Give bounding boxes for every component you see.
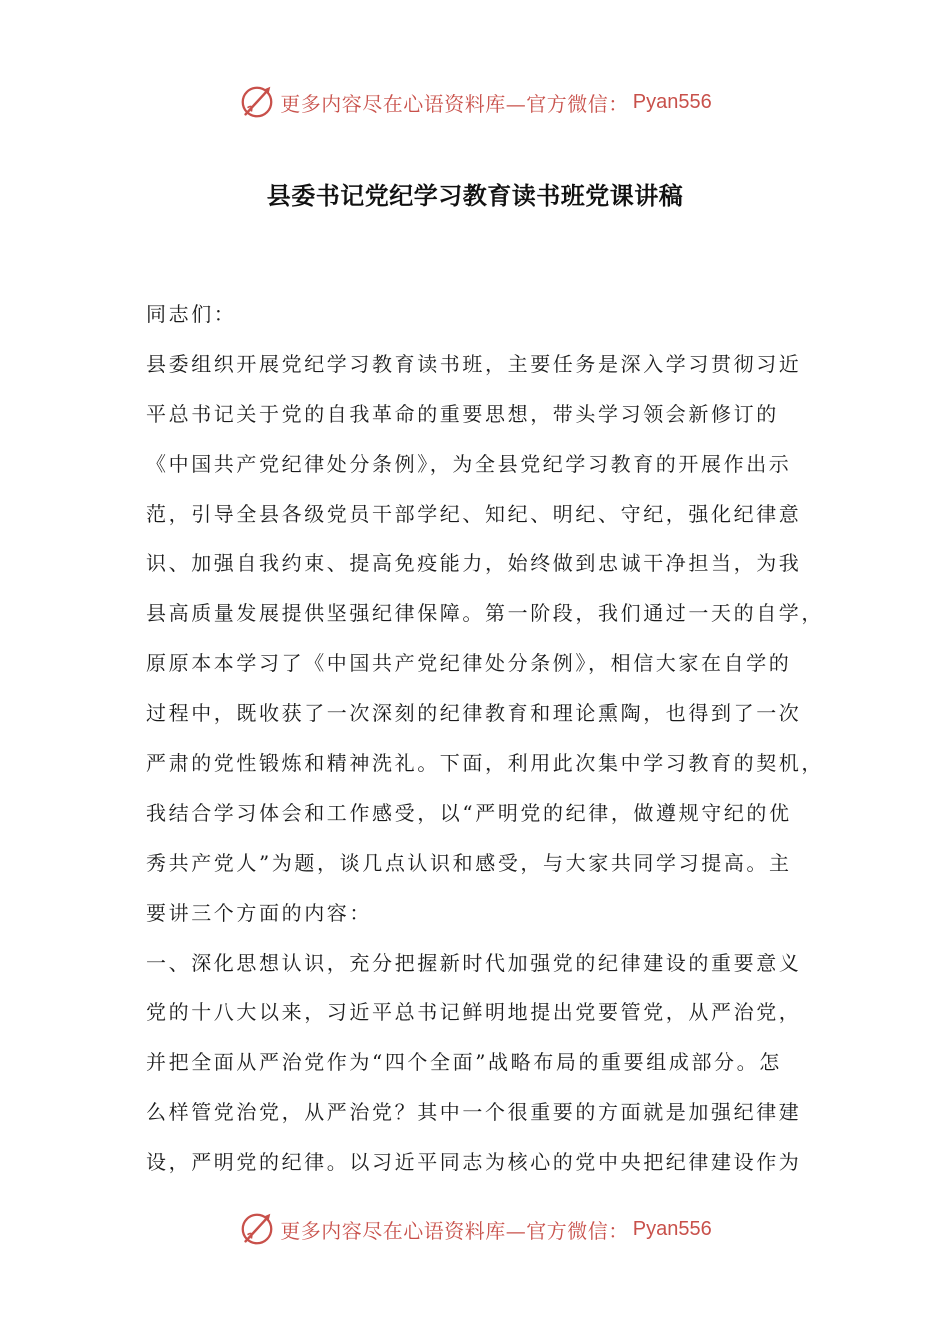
watermark-account: Pyan556 (632, 90, 712, 113)
body-line: 范，引导全县各级党员干部学纪、知纪、明纪、守纪，强化纪律意 (146, 501, 802, 526)
body-line: 要讲三个方面的内容： (146, 900, 372, 925)
body-line: 并把全面从严治党作为“四个全面”战略布局的重要组成部分。怎 (146, 1050, 782, 1075)
body-line: 么样管党治党，从严治党？其中一个很重要的方面就是加强纪律建 (146, 1100, 802, 1125)
document-body (146, 294, 824, 1192)
document-title: 县委书记党纪学习教育读书班党课讲稿 (266, 182, 684, 210)
body-line: 我结合学习体会和工作感受，以“严明党的纪律，做遵规守纪的优 (146, 800, 792, 825)
body-line: 平总书记关于党的自我革命的重要思想，带头学习领会新修订的 (146, 401, 779, 426)
watermark-text: 更多内容尽在心语资料库—官方微信： (280, 1218, 629, 1243)
pen-logo-icon (238, 83, 276, 121)
body-line: 县委组织开展党纪学习教育读书班，主要任务是深入学习贯彻习近 (146, 351, 802, 376)
body-line: 设，严明党的纪律。以习近平同志为核心的党中央把纪律建设作为 (146, 1150, 802, 1175)
section-heading: 一、深化思想认识，充分把握新时代加强党的纪律建设的重要意义 (146, 950, 802, 975)
body-line: 过程中，既收获了一次深刻的纪律教育和理论熏陶，也得到了一次 (146, 701, 802, 726)
body-line: 识、加强自我约束、提高免疫能力，始终做到忠诚干净担当，为我 (146, 551, 802, 576)
body-line: 原原本本学习了《中国共产党纪律处分条例》，相信大家在自学的 (146, 651, 792, 676)
body-line: 严肃的党性锻炼和精神洗礼。下面，利用此次集中学习教育的契机， (146, 751, 824, 776)
watermark-account: Pyan556 (632, 1217, 712, 1240)
header-watermark (0, 80, 950, 124)
body-line: 党的十八大以来，习近平总书记鲜明地提出党要管党，从严治党， (146, 1000, 802, 1025)
body-line: 秀共产党人”为题，谈几点认识和感受，与大家共同学习提高。主 (146, 850, 792, 875)
body-line: 同志们： (146, 302, 237, 326)
body-line: 县高质量发展提供坚强纪律保障。第一阶段，我们通过一天的自学， (146, 601, 824, 626)
watermark-text: 更多内容尽在心语资料库—官方微信： (280, 91, 629, 116)
body-line: 《中国共产党纪律处分条例》，为全县党纪学习教育的开展作出示 (146, 451, 792, 476)
footer-watermark (0, 1207, 950, 1251)
pen-logo-icon (238, 1210, 276, 1248)
